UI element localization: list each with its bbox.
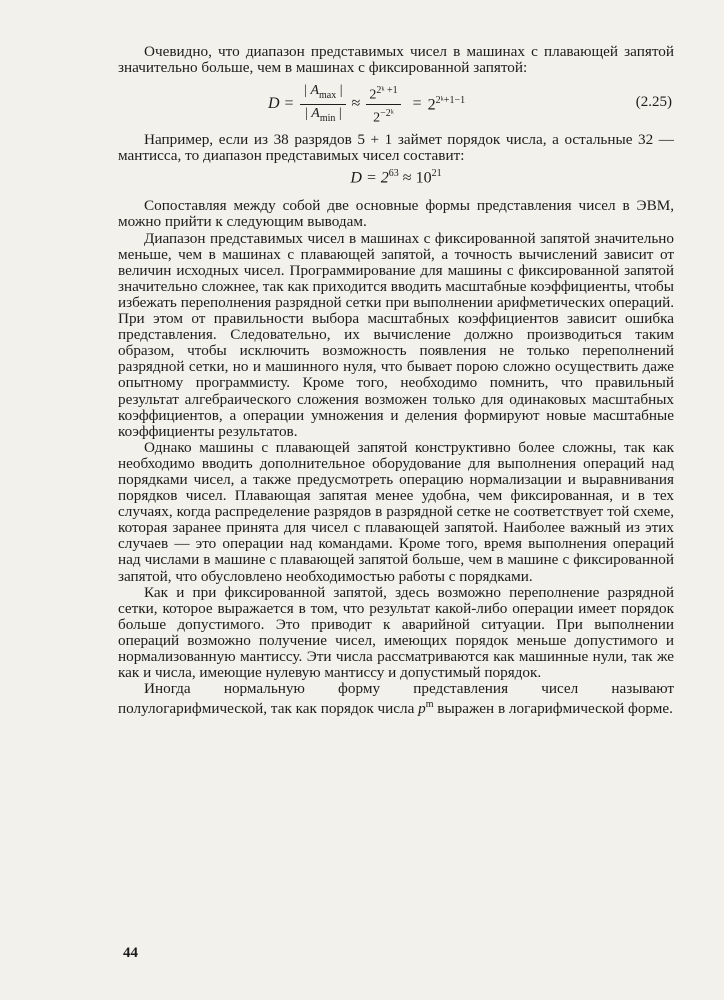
paragraph-semilog: Иногда нормальную форму представления чисел называют полулогарифмической, так как порядок числа $p^m$ выражен в логарифмической форме.	[118, 680, 674, 718]
paragraph-example: Например, если из 38 разрядов 5 + 1 займет порядок числа, а остальные 32 — мантисса, то диапазон представимых чисел составит:	[118, 131, 674, 165]
page-body	[118, 44, 674, 717]
page-number: 44	[123, 945, 138, 961]
paragraph-intro: Очевидно, что диапазон представимых чисел в машинах с плавающей запятой значительно больше, чем в машинах с фиксированной запятой:	[118, 43, 674, 77]
equation-2-25	[118, 82, 674, 126]
paragraph-overflow: Как и при фиксированной запятой, здесь возможно переполнение разрядной сетки, которое выражается в том, что результат какой-либо операции имеет порядок больше допустимого. Это приводит к аварийной ситуации. При выполнении операций возможно получение чисел, имеющих порядок меньше допустимого и нормализованную мантиссу. Эти числа рассматриваются как машинные нули, так же как и числа, имеющие нулевую мантиссу и допустимый порядок.	[118, 583, 674, 682]
equals-symbol: =	[412, 95, 422, 113]
equation-range: $D = 2^{63} \approx 10^{21}$	[350, 168, 442, 187]
approx-symbol: ≈	[351, 95, 361, 113]
eq-lhs: D =	[268, 95, 295, 113]
fraction-a: $\frac{| A_{max} |}{| A_{min} |}$	[300, 82, 345, 127]
paragraph-floating-point: Однако машины с плавающей запятой конструктивно более сложны, так как необходимо вводить дополнительное оборудование для выполнения операций над порядками чисел, а также предусмотреть операцию нормализации и выравнивания порядков чисел. Плавающая запятая менее удобна, чем фиксированная, и в тех случаях, когда распределение разрядов в разрядной сетке не соответствует той схеме, которая заранее принята для чисел с плавающей запятой. Наиболее важный из этих случаев — это операции над командами. Кроме того, время выполнения операций над числами в машине с плавающей запятой больше, чем в машине с фиксированной запятой, что обусловлено необходимостью работы с порядками.	[118, 438, 674, 585]
fraction-b: $\frac{2^{2ᵏ +1}}{2^{-2ᵏ}}$	[366, 82, 400, 126]
paragraph-fixed-point: Диапазон представимых чисел в машинах с фиксированной запятой значительно меньше, чем в машинах с плавающей запятой, а точность вычислений зависит от величин исходных чисел. Программирование для машины с фиксированной запятой значительно сложнее, так как приходится вводить масштабные коэффициенты, чтобы избежать переполнения разрядной сетки при выполнении арифметических операций. При этом от правильности выбора масштабных коэффициентов зависит ошибка представления. Следовательно, их вычисление должно производиться таким образом, чтобы исключить возможность появления не только переполнений разрядной сетки, но и машинного нуля, что бывает порою сложно осуществить даже опытному программисту. Кроме того, необходимо помнить, что правильный результат алгебраического сложения возможен только для одинаковых масштабных коэффициентов, а операции умножения и деления формируют новые масштабные коэффициенты результатов.	[118, 229, 674, 440]
eq-rhs: $2^{2ᵏ+1-1}$	[427, 94, 466, 113]
paragraph-compare: Сопоставляя между собой две основные формы представления чисел в ЭВМ, можно прийти к следующим выводам.	[118, 197, 674, 231]
equation-number: (2.25)	[635, 94, 672, 111]
